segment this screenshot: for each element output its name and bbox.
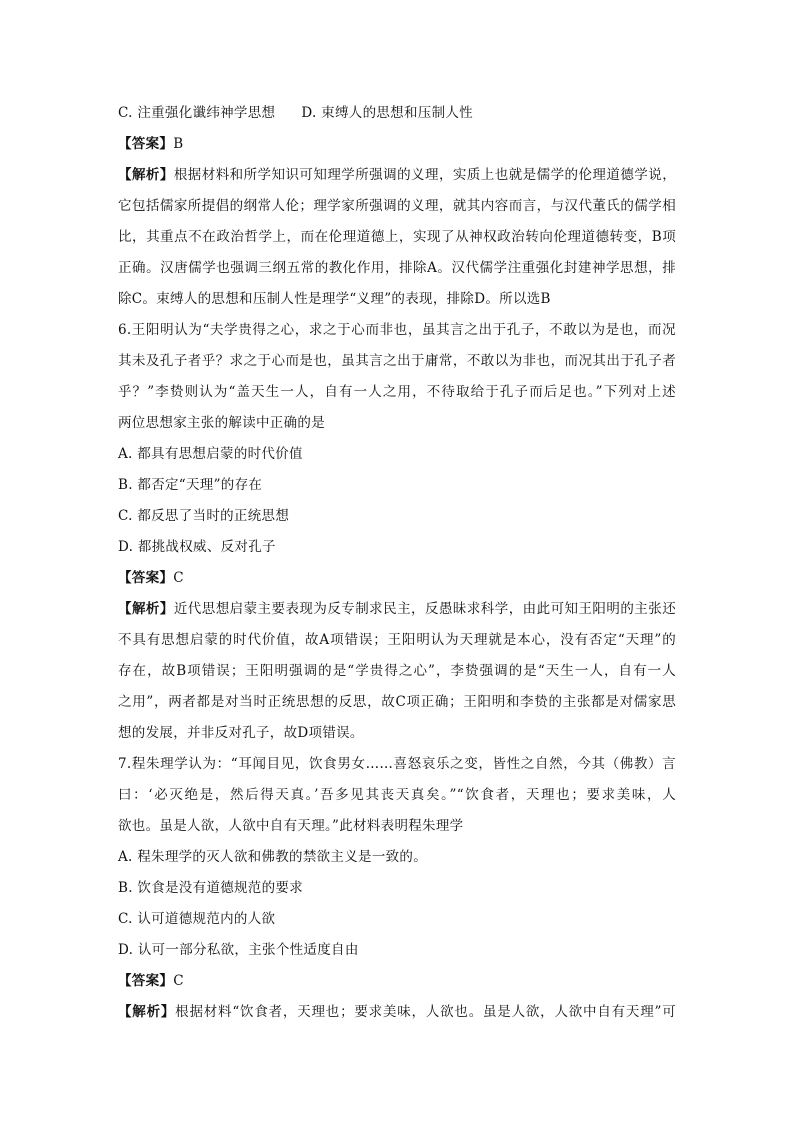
- question-line: 两位思想家主张的解读中正确的是: [118, 415, 325, 431]
- analysis-line: [118, 997, 676, 1028]
- text-line: 想的发展，并非反对孔子，故D项错误。: [118, 725, 364, 741]
- document-page: [118, 98, 676, 1028]
- choice-a: A. 都具有思想启蒙的时代价值: [118, 446, 303, 462]
- analysis-line: [118, 160, 676, 191]
- option-line: [118, 98, 676, 129]
- text-line: 正确。汉唐儒学也强调三纲五常的教化作用，排除A。汉代儒学注重强化封建神学思想，排: [118, 260, 676, 276]
- text-line: 之用”，两者都是对当时正统思想的反思，故C项正确；王阳明和李贽的主张都是对儒家思: [118, 694, 676, 710]
- question-line: 其未及孔子者乎？求之于心而是也，虽其言之出于庸常，不敢以为非也，而况其出于孔子者: [118, 353, 676, 369]
- answer-tag: 【答案】: [118, 570, 174, 586]
- option-c: C. 注重强化谶纬神学思想: [118, 105, 276, 121]
- text-line: 不具有思想启蒙的时代价值，故A项错误；王阳明认为天理就是本心，没有否定“天理”的: [118, 632, 676, 648]
- text-line: 存在，故B项错误；王阳明强调的是“学贵得之心”，李贽强调的是“天生一人，自有一人: [118, 663, 676, 679]
- choice-b: B. 饮食是没有道德规范的要求: [118, 880, 304, 896]
- analysis-text: 根据材料和所学知识可知理学所强调的义理，实质上也就是儒学的伦理道德学说，: [173, 167, 676, 183]
- answer-tag: 【答案】: [118, 973, 174, 989]
- answer-text: C: [173, 570, 184, 586]
- analysis-tag: 【解析】: [118, 1004, 176, 1020]
- question-line: 乎？”李贽则认为“盖天生一人，自有一人之用，不待取给于孔子而后足也。”下列对上述: [118, 384, 676, 400]
- question-line: 欲也。虽是人欲，人欲中自有天理。”此材料表明程朱理学: [118, 818, 464, 834]
- answer-line: [118, 563, 676, 594]
- question-line: 曰：‘必灭绝是，然后得天真。’吾多见其丧天真矣。”“饮食者，天理也；要求美味，人: [118, 787, 676, 803]
- choice-d: D. 认可一部分私欲，主张个性适度自由: [118, 942, 359, 958]
- choice-d: D. 都挑战权威、反对孔子: [118, 539, 276, 555]
- choice-b: B. 都否定“天理”的存在: [118, 477, 263, 493]
- text-line: 除C。束缚人的思想和压制人性是理学“义理”的表现，排除D。所以选B: [118, 291, 551, 307]
- analysis-text: 根据材料“饮食者，天理也；要求美味，人欲也。虽是人欲，人欲中自有天理”可: [175, 1004, 676, 1020]
- choice-a: A. 程朱理学的灭人欲和佛教的禁欲主义是一致的。: [118, 849, 428, 865]
- answer-text: B: [173, 136, 184, 152]
- option-d: D. 束缚人的思想和压制人性: [301, 105, 473, 121]
- choice-c: C. 都反思了当时的正统思想: [118, 508, 290, 524]
- answer-line: [118, 966, 676, 997]
- analysis-text: 近代思想启蒙主要表现为反专制求民主，反愚昧求科学，由此可知王阳明的主张还: [173, 601, 676, 617]
- question-line: 6.王阳明认为“夫学贵得之心，求之于心而非也，虽其言之出于孔子，不敢以为是也，而况: [118, 322, 676, 338]
- answer-tag: 【答案】: [118, 136, 174, 152]
- text-line: 比，其重点不在政治哲学上，而在伦理道德上，实现了从神权政治转向伦理道德转变，B项: [118, 229, 676, 245]
- analysis-line: [118, 594, 676, 625]
- text-line: 它包括儒家所提倡的纲常人伦；理学家所强调的义理，就其内容而言，与汉代董氏的儒学相: [118, 198, 676, 214]
- question-line: 7.程朱理学认为：“耳闻目见，饮食男女……喜怒哀乐之变，皆性之自然，今其（佛教）言: [118, 756, 676, 772]
- analysis-tag: 【解析】: [118, 167, 174, 183]
- analysis-tag: 【解析】: [118, 601, 174, 617]
- choice-c: C. 认可道德规范内的人欲: [118, 911, 276, 927]
- answer-text: C: [173, 973, 184, 989]
- answer-line: [118, 129, 676, 160]
